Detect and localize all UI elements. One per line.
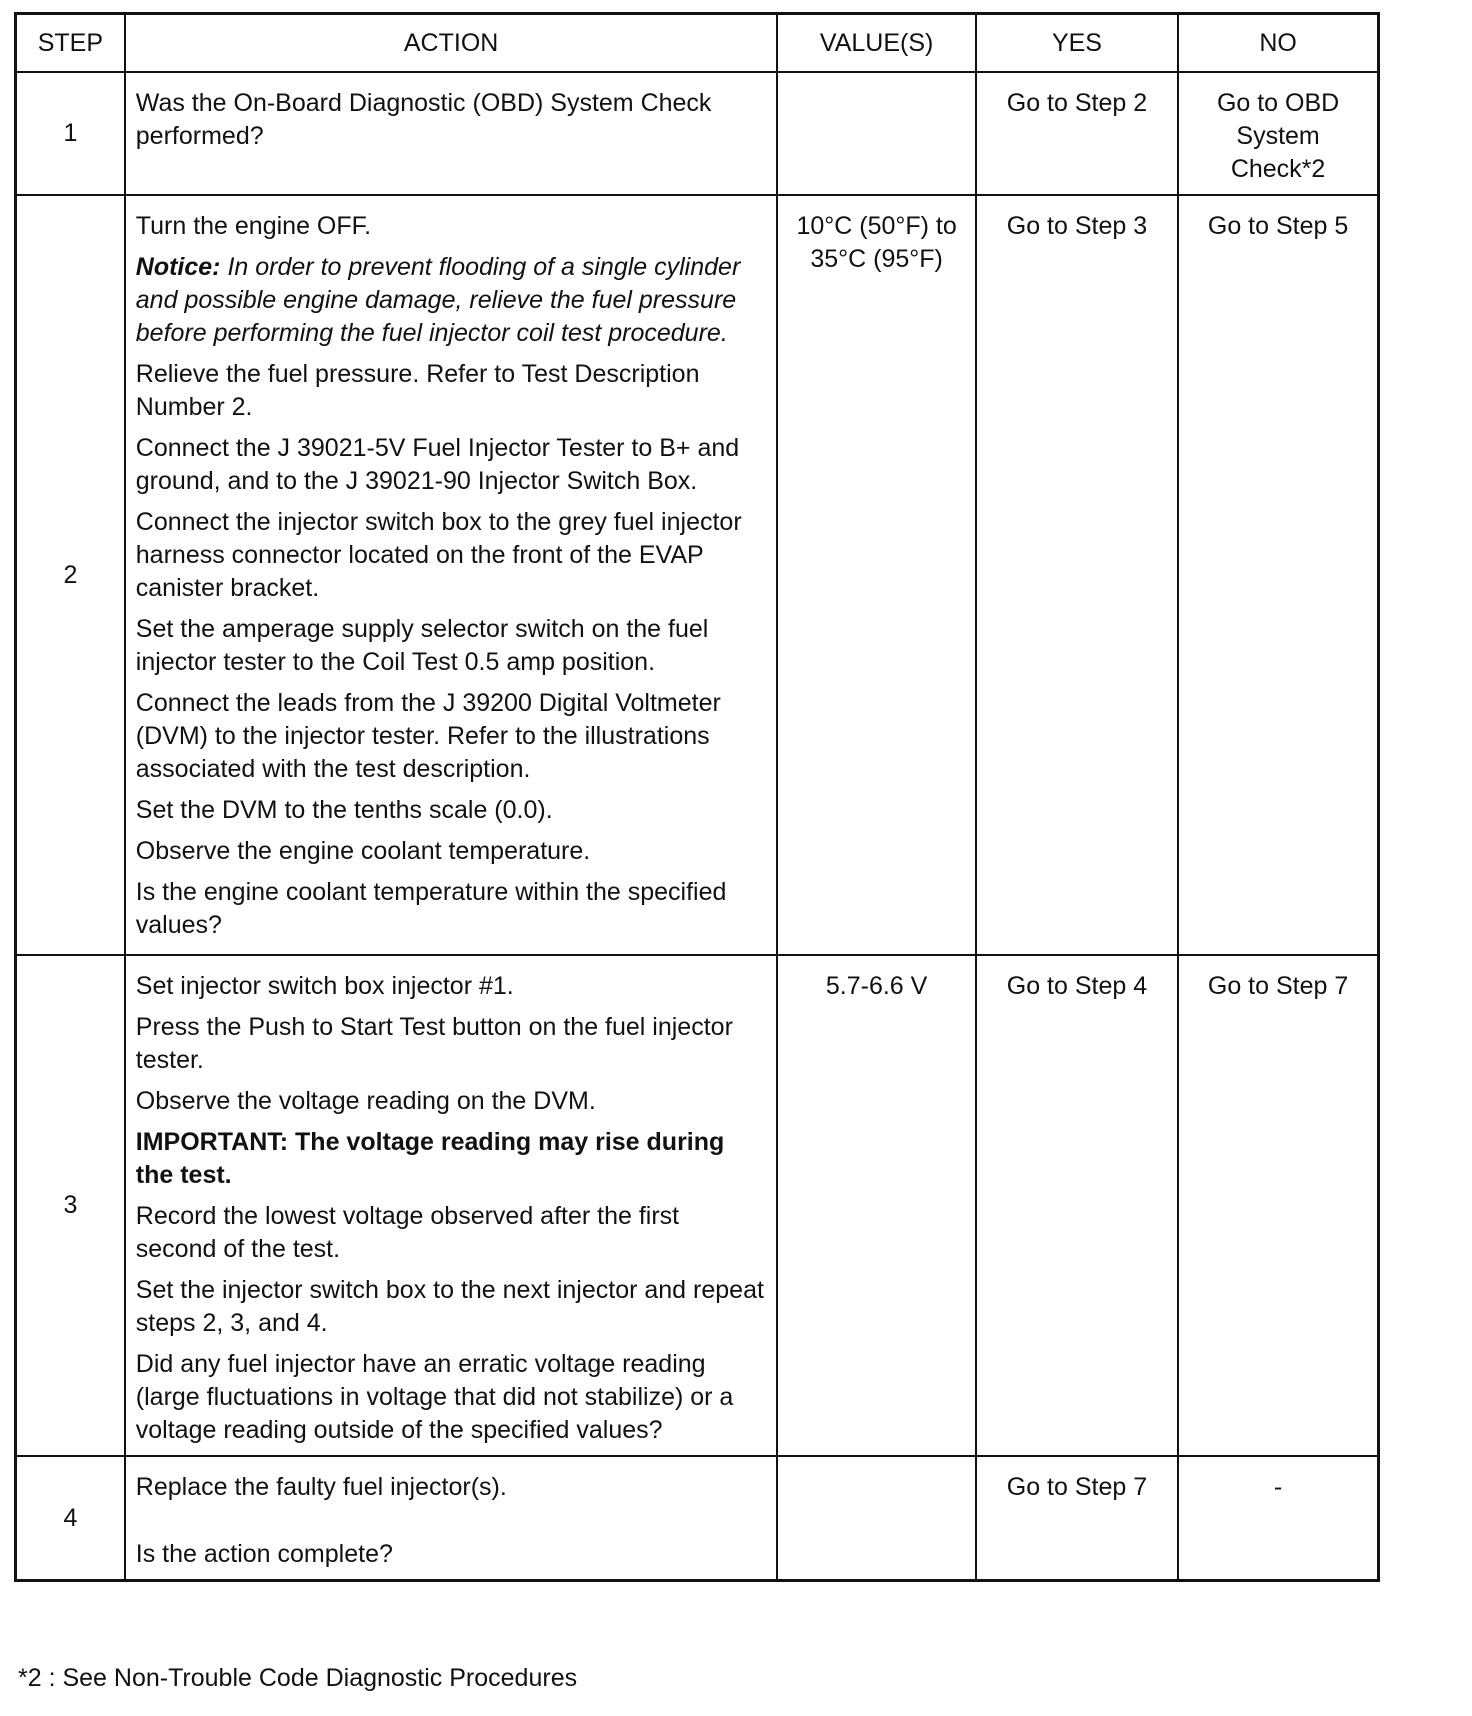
table-row (16, 195, 1379, 955)
action-cell (125, 955, 778, 1456)
yes-cell: Go to Step 4 (976, 955, 1178, 1456)
header-step: STEP (16, 14, 125, 73)
step-number: 1 (16, 72, 125, 195)
yes-cell: Go to Step 3 (976, 195, 1178, 955)
action-text: Record the lowest voltage observed after the first second of the test. (135, 1202, 680, 1263)
action-text: Set the amperage supply selector switch on the fuel injector tester to the Coil Test 0.5 amp position. (135, 615, 709, 676)
action-text: Relieve the fuel pressure. Refer to Test Description Number 2. (135, 360, 700, 421)
notice-paragraph (136, 251, 767, 350)
step-number: 3 (16, 955, 125, 1456)
header-action: ACTION (125, 14, 778, 73)
no-cell: Go to OBD System Check*2 (1178, 72, 1378, 195)
yes-cell: Go to Step 2 (976, 72, 1178, 195)
value-cell (777, 72, 975, 195)
important-note: IMPORTANT: The voltage reading may rise during the test. (135, 1128, 725, 1189)
action-text: Is the engine coolant temperature within the specified values? (135, 878, 727, 939)
action-cell (125, 72, 778, 195)
action-text: Connect the J 39021-5V Fuel Injector Tester to B+ and ground, and to the J 39021-90 Injector Switch Box. (135, 434, 740, 495)
action-text: Did any fuel injector have an erratic voltage reading (large fluctuations in voltage that did not stabilize) or a voltage reading outside of the specified values? (135, 1350, 734, 1444)
no-cell: Go to Step 5 (1178, 195, 1378, 955)
action-text: Replace the faulty fuel injector(s). (135, 1473, 507, 1501)
action-text: Connect the injector switch box to the grey fuel injector harness connector located on the front of the EVAP canister bracket. (135, 508, 742, 602)
action-text: Set the injector switch box to the next injector and repeat steps 2, 3, and 4. (135, 1276, 764, 1337)
action-cell (125, 195, 778, 955)
action-text: Press the Push to Start Test button on the fuel injector tester. (135, 1013, 733, 1074)
header-row (16, 14, 1379, 73)
diagnostic-table (14, 12, 1380, 1582)
action-text: Set injector switch box injector #1. (135, 972, 514, 1000)
action-text: Observe the voltage reading on the DVM. (135, 1087, 596, 1115)
no-cell: - (1178, 1456, 1378, 1581)
value-cell: 10°C (50°F) to 35°C (95°F) (777, 195, 975, 955)
action-cell (125, 1456, 778, 1581)
action-text: Set the DVM to the tenths scale (0.0). (135, 796, 553, 824)
header-no: NO (1178, 14, 1378, 73)
footnote: *2 : See Non-Trouble Code Diagnostic Procedures (18, 1664, 578, 1692)
action-text: Observe the engine coolant temperature. (135, 837, 591, 865)
value-cell: 5.7-6.6 V (777, 955, 975, 1456)
table-row (16, 72, 1379, 195)
notice-text: In order to prevent flooding of a single cylinder and possible engine damage, relieve the fuel pressure before performing the fuel injector coil test procedure. (135, 253, 741, 347)
notice-label: Notice: (135, 253, 221, 281)
step-number: 2 (16, 195, 125, 955)
action-text: Was the On-Board Diagnostic (OBD) System Check performed? (135, 89, 712, 150)
header-yes: YES (976, 14, 1178, 73)
header-values: VALUE(S) (777, 14, 975, 73)
action-text: Connect the leads from the J 39200 Digital Voltmeter (DVM) to the injector tester. Refer to the illustrations associated with the test description. (135, 689, 721, 783)
table-row (16, 955, 1379, 1456)
table-row (16, 1456, 1379, 1581)
action-text: Turn the engine OFF. (135, 212, 372, 240)
action-text: Is the action complete? (135, 1540, 393, 1568)
yes-cell: Go to Step 7 (976, 1456, 1178, 1581)
value-cell (777, 1456, 975, 1581)
no-cell: Go to Step 7 (1178, 955, 1378, 1456)
step-number: 4 (16, 1456, 125, 1581)
